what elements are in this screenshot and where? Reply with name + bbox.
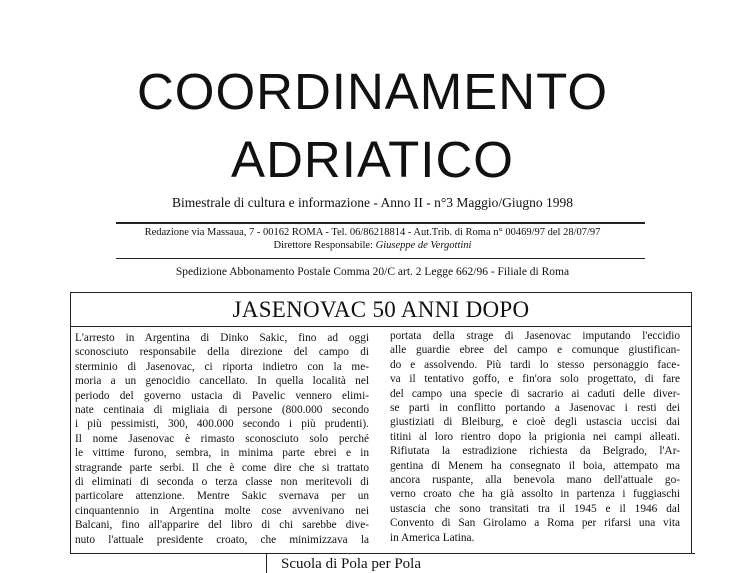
article-text-line: gentina di Menem ha consegnato il boia, attempato ma [390, 459, 680, 472]
article-text-line: stragrande parte serbi. Il che è come dire che si trattato [75, 461, 369, 474]
article-left-column [75, 331, 369, 547]
article-text-line: i più pessimisti, 300, 400.000 secondo i più prudenti). [75, 418, 369, 431]
article-text-line: sconosciuto responsabile della direzione del campo di [75, 346, 369, 359]
article-text-line: di eliminati di seconda o terza classe non meritevoli di [75, 476, 369, 489]
article-text-line: nuto l'attuale presidente croato, che minimizzava la [75, 533, 369, 546]
article-text-line: giustiziati di Bleiburg, e cioè degli ustascia uccisi dai [390, 416, 680, 429]
article-text-line: Rifiutata la estradizione richiesta da Belgrado, l'Ar- [390, 445, 680, 458]
article-text-line: del campo una specie di sacrario ai caduti delle diver- [390, 387, 680, 400]
article-text-line: va il tentativo goffo, e fin'ora solo progettato, di fare [390, 373, 680, 386]
editorial-address: Redazione via Massaua, 7 - 00162 ROMA - Tel. 06/86218814 - Aut.Trib. di Roma n° 00469/97 del 28/07/97 [144, 227, 601, 238]
article-text-line: cinquantennio in Argentina molte cose avvenivano nei [75, 504, 369, 517]
article-headline: JASENOVAC 50 ANNI DOPO [71, 293, 691, 327]
article-text-line: ancora ruspante, alla benevola mano dell'attuale go- [390, 474, 680, 487]
article-text-line: portata della strage di Jasenovac imputando l'eccidio [390, 330, 680, 342]
article-text-line: do e assolvendo. Più tardi lo stesso personaggio face- [390, 358, 680, 371]
article-text-line: Convento di San Girolamo a Roma per rifarsi una vita [390, 517, 680, 530]
article-text-line: verno croato che ha già assolto in partenza i fuggiaschi [390, 488, 680, 501]
article-text-line: Balcani, fino all'apparire del libro di chi sarebbe dive- [75, 519, 369, 532]
next-article-box [266, 553, 695, 573]
article-text-line: titini al loro rientro dopo la prigionia nei campi alleati. [390, 430, 680, 443]
article-text-line: moria a un genocidio cancellato. In quella località nel [75, 375, 369, 388]
masthead-subtitle: Bimestrale di cultura e informazione - Anno II - n°3 Maggio/Giugno 1998 [172, 195, 573, 210]
article-text-line: ustascia che sono transitati tra il 1945 e il 1946 dal [390, 502, 680, 515]
article-text-line: periodo del governo ustacia di Pavelic vennero elimi- [75, 389, 369, 402]
article-text-line: Il nome Jasenovac è rimasto sconosciuto solo perché [75, 432, 369, 445]
director-label: Direttore Responsabile: [273, 240, 373, 251]
director-name: Giuseppe de Vergottini [375, 240, 472, 251]
divider-top [116, 222, 645, 224]
editorial-director [0, 240, 745, 252]
article-text-line: se parti in conflitto portando a Jasenovac i resti dei [390, 402, 680, 415]
article-text-line: sterminio di Jasenovac, ci riporta indietro con la me- [75, 360, 369, 373]
article-text-line: particolare attenzione. Mentre Sakic svernava per un [75, 490, 369, 503]
article-text-line: alle guardie ebree del campo e comunque giustifican- [390, 344, 680, 357]
next-article-headline: Scuola di Pola per Pola [281, 556, 421, 572]
divider-middle [116, 258, 645, 259]
shipping-notice: Spedizione Abbonamento Postale Comma 20/C art. 2 Legge 662/96 - Filiale di Roma [175, 266, 570, 278]
article-box [70, 292, 692, 554]
article-text-line: in America Latina. [390, 531, 475, 544]
masthead-title-line2: ADRIATICO [231, 131, 514, 188]
article-text-line: L'arresto in Argentina di Dinko Sakic, fino ad oggi [75, 332, 369, 344]
article-right-column [390, 329, 680, 545]
article-text-line: le vittime furono, sembra, in minima parte ebrei e in [75, 447, 369, 460]
masthead-title-line1: COORDINAMENTO [136, 63, 609, 120]
article-text-line: nate centinaia di migliaia di persone (800.000 secondo [75, 404, 369, 417]
